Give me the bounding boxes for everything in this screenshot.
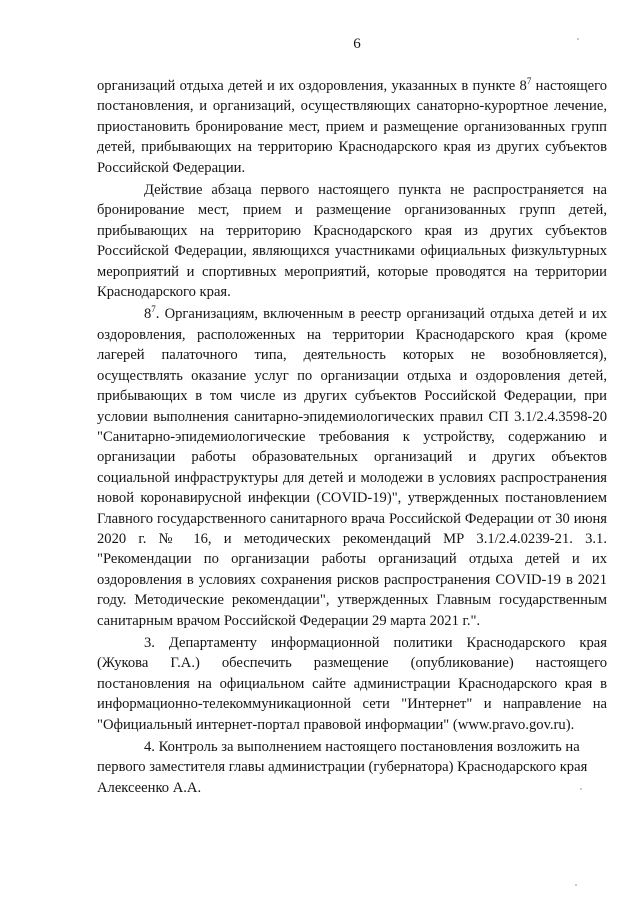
page-number: 6 [353, 36, 361, 52]
superscript: 7 [526, 76, 532, 87]
paragraph-continuation [97, 76, 607, 178]
paragraph-item-3: 3. Департаменту информационной политики Краснодарского края (Жукова Г.А.) обеспечить размещение (опубликование) настоящего постановления на официальном сайте администрации Краснодарского края в информационно-телекоммуникационной сети "Интернет" и направление на "Официальный интернет-портал правовой информации" (www.pravo.gov.ru). [97, 634, 607, 733]
item-number: 8 [144, 306, 152, 323]
scan-speck [575, 884, 577, 886]
paragraph-item-8-7 [97, 304, 607, 631]
scan-speck [577, 38, 579, 40]
paragraph-text: организаций отдыха детей и их оздоровления, указанных в пункте 8 [97, 78, 527, 94]
superscript: 7 [151, 304, 156, 315]
paragraph-text: . Организациям, включенным в реестр организаций отдыха детей и их оздоровления, расположенных на территории Краснодарского края (кроме лагерей палаточного типа, деятельность которых не возобновляется), осуществлять оказание услуг по организации отдыха и оздоровления детей, прибывающих в том числе из других субъектов Российской Федерации, при условии выполнения санитарно-эпидемиологических правил СП 3.1/2.4.3598-20 "Санитарно-эпидемиологические требования к устройству, содержанию и организации работы образовательных организаций и других объектов социальной инфраструктуры для детей и молодежи в условиях распространения новой коронавирусной инфекции (COVID-19)", утвержденных постановлением Главного государственного санитарного врача Российской Федерации от 30 июня 2020 г. № 16, и методических рекомендаций МР 3.1/2.4.0239-21. 3.1. "Рекомендации по организации работы организаций отдыха детей и их оздоровления в условиях сохранения рисков распространения COVID-19 в 2021 году. Методические рекомендации", утвержденных Главным государственным санитарным врачом Российской Федерации 29 марта 2021 г.". [97, 306, 607, 629]
paragraph-item-4: 4. Контроль за выполнением настоящего постановления возложить на первого заместителя главы администрации (губернатора) Краснодарского края Алексеенко А.А. [97, 739, 588, 796]
paragraph-text: настоящего постановления, и организаций, осуществляющих санаторно-курортное лечение, приостановить бронирование мест, прием и размещение организованных групп детей, прибывающих на территорию Краснодарского края из других субъектов Российской Федерации. [97, 78, 607, 176]
paragraph-exception: Действие абзаца первого настоящего пункта не распространяется на бронирование мест, прием и размещение организованных групп детей, прибывающих на территорию Краснодарского края из других субъектов Российской Федерации, являющихся участниками официальных физкультурных мероприятий и спортивных мероприятий, которые проводятся на территории Краснодарского края. [97, 182, 607, 301]
scan-speck [580, 788, 582, 790]
